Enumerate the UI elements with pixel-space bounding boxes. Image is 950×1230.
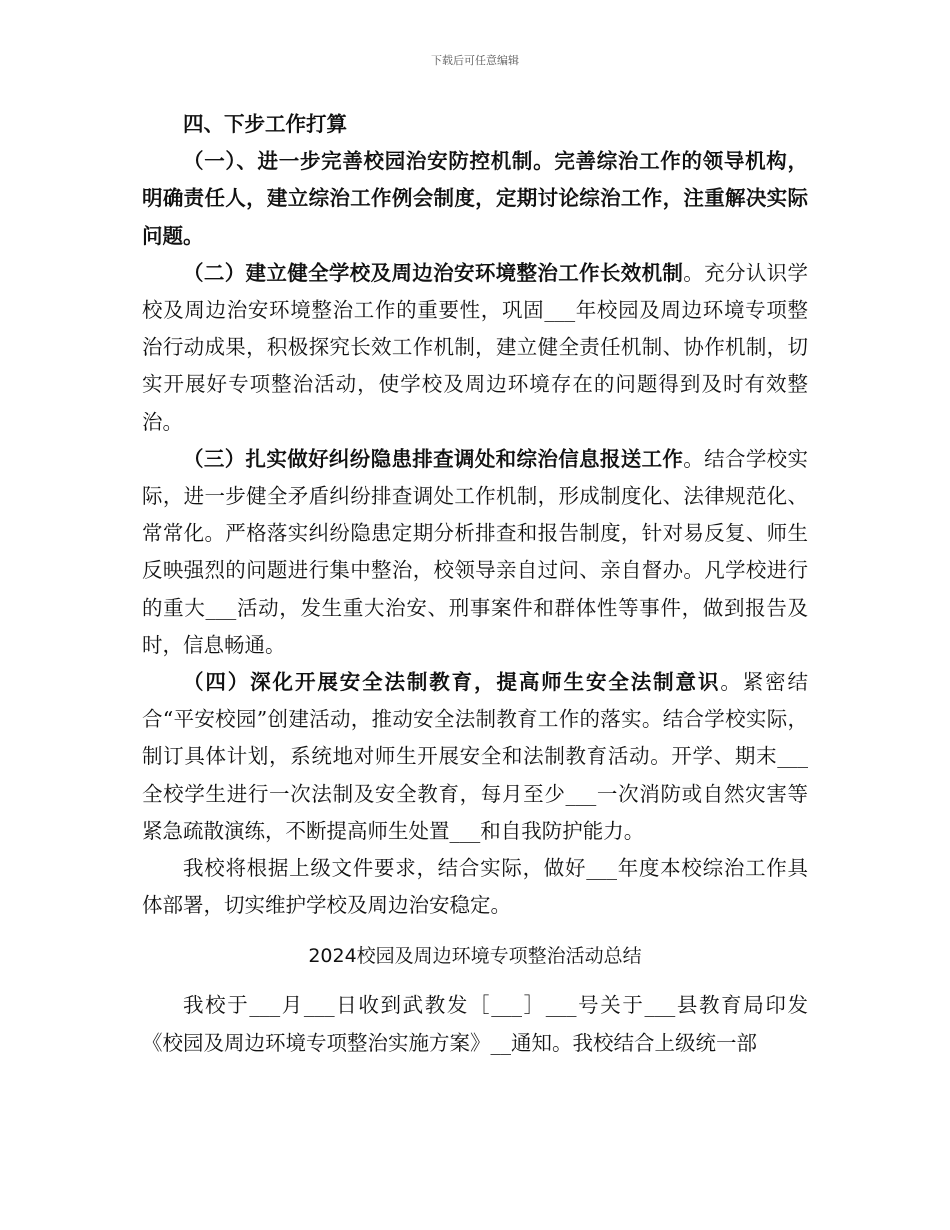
closing-paragraph: 我校将根据上级文件要求，结合实际，做好___年度本校综治工作具体部署，切实维护学校及周边治安稳定。 [142, 856, 808, 918]
section-heading: 四、下步工作打算 [183, 112, 347, 136]
document-body [142, 106, 808, 1062]
paragraph-3-lead: （三）扎实做好纠纷隐患排查调处和综治信息报送工作 [183, 446, 684, 471]
paragraph-3 [142, 441, 808, 664]
paragraph-2-body: 。充分认识学校及周边治安环境整治工作的重要性，巩固___年校园及周边环境专项整治行动成果，积极探究长效工作机制，建立健全责任机制、协作机制，切实开展好专项整治活动，使学校及周边环境存在的问题得到及时有效整治。 [142, 260, 809, 434]
document-title: 2024校园及周边环境专项整治活动总结 [308, 945, 642, 968]
paragraph-2 [142, 255, 808, 441]
paragraph-3-body: 。结合学校实际，进一步健全矛盾纠纷排查调处工作机制，形成制度化、法律规范化、常常化。严格落实纠纷隐患定期分析排查和报告制度，针对易反复、师生反映强烈的问题进行集中整治，校领导亲自过问、亲自督办。凡学校进行的重大___活动，发生重大治安、刑事案件和群体性等事件，做到报告及时，信息畅通。 [142, 446, 809, 657]
paragraph-4-lead: （四）深化开展安全法制教育，提高师生安全法制意识 [183, 670, 721, 695]
paragraph-4-body: 。紧密结合“平安校园”创建活动，推动安全法制教育工作的落实。结合学校实际，制订具体计划，系统地对师生开展安全和法制教育活动。开学、期末___全校学生进行一次法制及安全教育，每月至少___一次消防或自然灾害等紧急疏散演练，不断提高师生处置___和自我防护能力。 [142, 670, 809, 843]
paragraph-2-lead: （二）建立健全学校及周边治安环境整治工作长效机制 [183, 260, 684, 285]
paragraph-1-lead: （一）、进一步完善校园治安防控机制。完善综治工作的领导机构，明确责任人，建立综治工作例会制度，定期讨论综治工作，注重解决实际问题。 [142, 149, 808, 248]
intro-paragraph: 我校于___月___日收到武教发［___］___号关于___县教育局印发《校园及周边环境专项整治实施方案》__通知。我校结合上级统一部 [142, 993, 808, 1055]
paragraph-4 [142, 664, 808, 850]
page-header: 下载后可任意编辑 [431, 54, 519, 67]
paragraph-1 [142, 143, 808, 255]
